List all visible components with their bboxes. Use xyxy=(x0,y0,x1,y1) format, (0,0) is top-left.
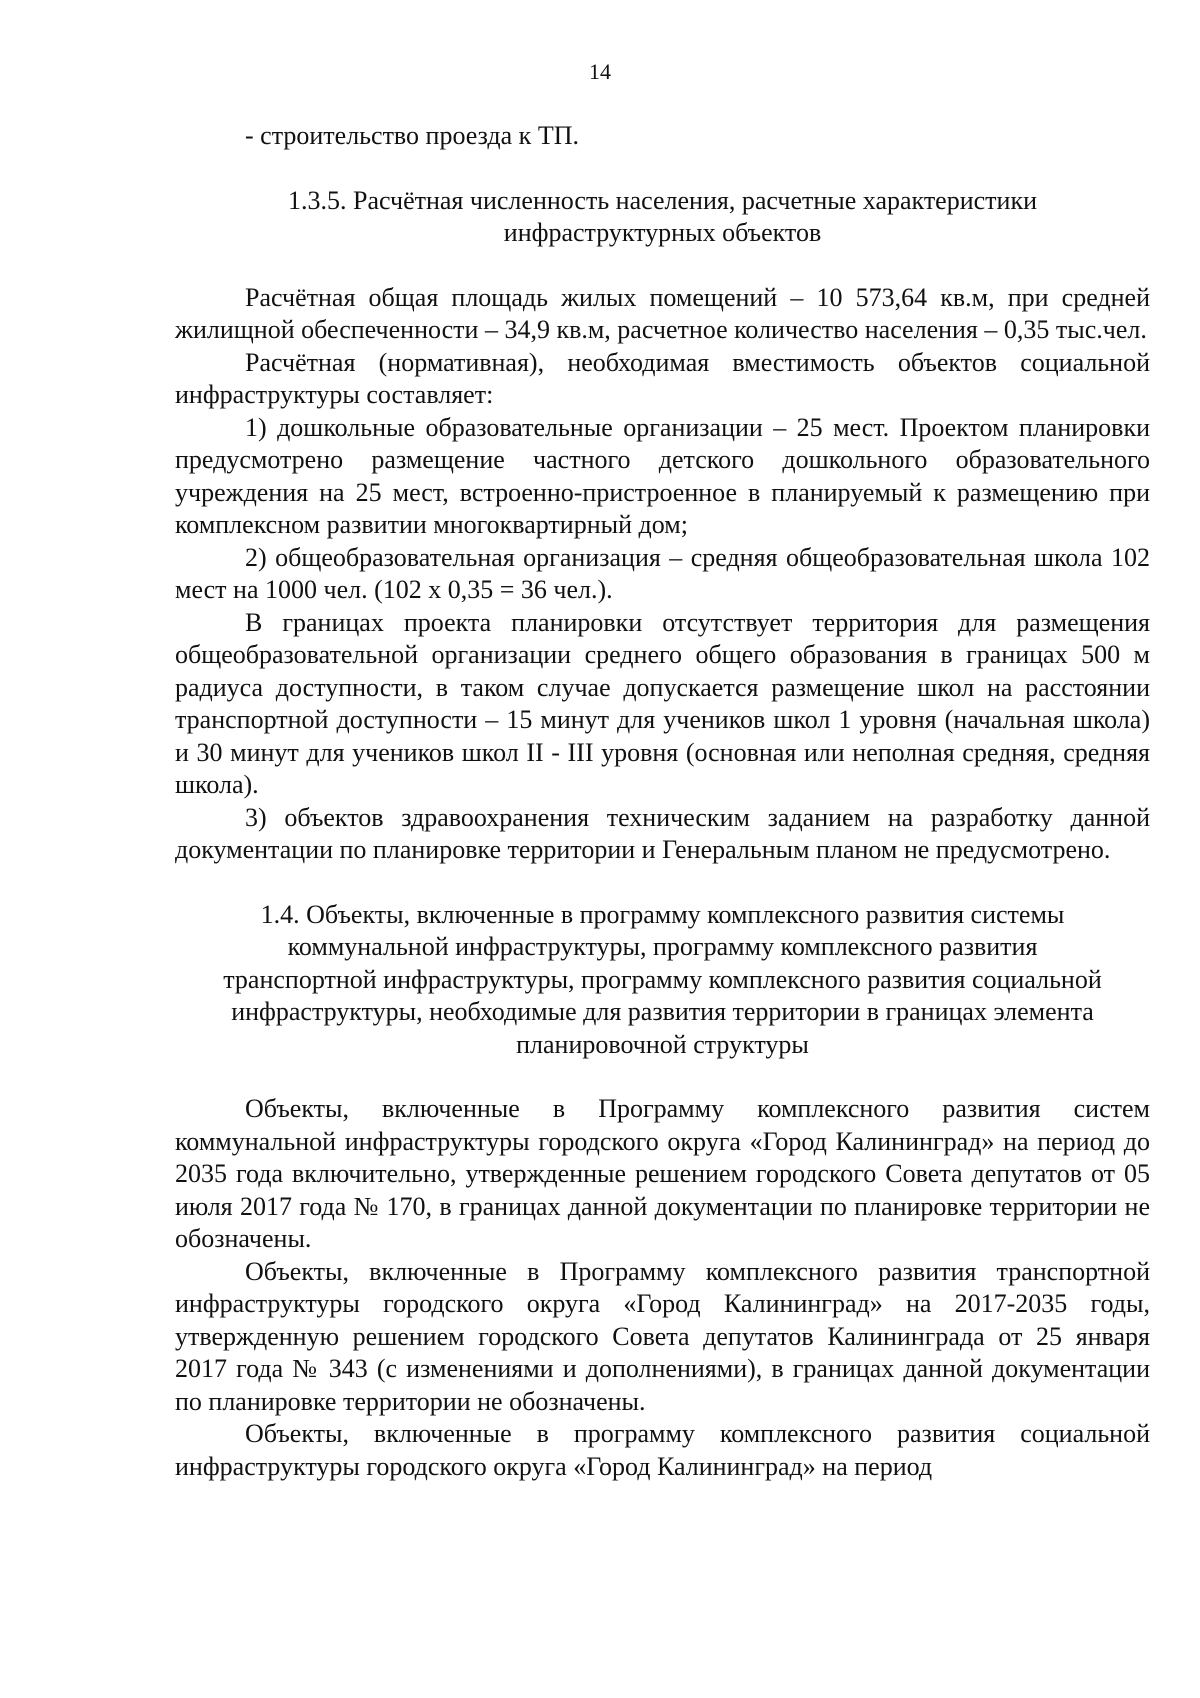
heading-line: 1.3.5. Расчётная численность населения, расчетные характеристики xyxy=(287,185,1037,215)
section-1-4 xyxy=(175,1093,1150,1483)
paragraph: 2) общеобразовательная организация – средняя общеобразовательная школа 102 мест на 1000 чел. (102 х 0,35 = 36 чел.). xyxy=(175,542,1150,604)
page-number: 14 xyxy=(589,59,611,84)
section-heading-1-4 xyxy=(175,899,1150,1062)
heading-line: 1.4. Объекты, включенные в программу комплексного развития системы xyxy=(260,899,1065,929)
paragraph: Объекты, включенные в Программу комплексного развития транспортной инфраструктуры городского округа «Город Калининград» на 2017-2035 годы, утвержденную решением городского Совета депутатов Калининграда от 25 января 2017 года № 343 (с изменениями и дополнениями), в границах данной документации по планировке территории не обозначены. xyxy=(175,1256,1150,1416)
paragraph: Объекты, включенные в программу комплексного развития социальной инфраструктуры городского округа «Город Калининград» на период xyxy=(175,1419,1150,1481)
paragraph: Объекты, включенные в Программу комплексного развития систем коммунальной инфраструктуры городского округа «Город Калининград» на период до 2035 года включительно, утвержденные решением городского Совета депутатов от 05 июля 2017 года № 170, в границах данной документации по планировке территории не обозначены. xyxy=(175,1094,1150,1253)
document-body xyxy=(175,120,1150,1483)
section-heading-1-3-5 xyxy=(175,185,1150,250)
heading-line: инфраструктурных объектов xyxy=(503,218,822,247)
paragraph: 3) объектов здравоохранения техническим заданием на разработку данной документации по планировке территории и Генеральным планом не предусмотрено. xyxy=(175,802,1150,864)
heading-line: коммунальной инфраструктуры, программу комплексного развития xyxy=(287,932,1038,961)
heading-line: транспортной инфраструктуры, программу комплексного развития социальной xyxy=(223,964,1102,994)
section-1-3-5 xyxy=(175,282,1150,867)
paragraph: Расчётная общая площадь жилых помещений – 10 573,64 кв.м, при средней жилищной обеспеченности – 34,9 кв.м, расчетное количество населения – 0,35 тыс.чел. xyxy=(175,282,1150,344)
paragraph: 1) дошкольные образовательные организации – 25 мест. Проектом планировки предусмотрено размещение частного детского дошкольного образовательного учреждения на 25 мест, встроенно-пристроенное в планируемый к размещению при комплексном развитии многоквартирный дом; xyxy=(175,412,1150,539)
intro-line: - строительство проезда к ТП. xyxy=(245,121,579,150)
heading-line: инфраструктуры, необходимые для развития территории в границах элемента xyxy=(231,997,1094,1026)
heading-line: планировочной структуры xyxy=(516,1029,809,1059)
paragraph: В границах проекта планировки отсутствует территория для размещения общеобразовательной организации среднего общего образования в границах 500 м радиуса доступности, в таком случае допускается размещение школ на расстоянии транспортной доступности – 15 минут для учеников школ 1 уровня (начальная школа) и 30 минут для учеников школ II - III уровня (основная или неполная средняя, средняя школа). xyxy=(175,607,1150,799)
paragraph: Расчётная (нормативная), необходимая вместимость объектов социальной инфраструктуры составляет: xyxy=(175,347,1150,409)
